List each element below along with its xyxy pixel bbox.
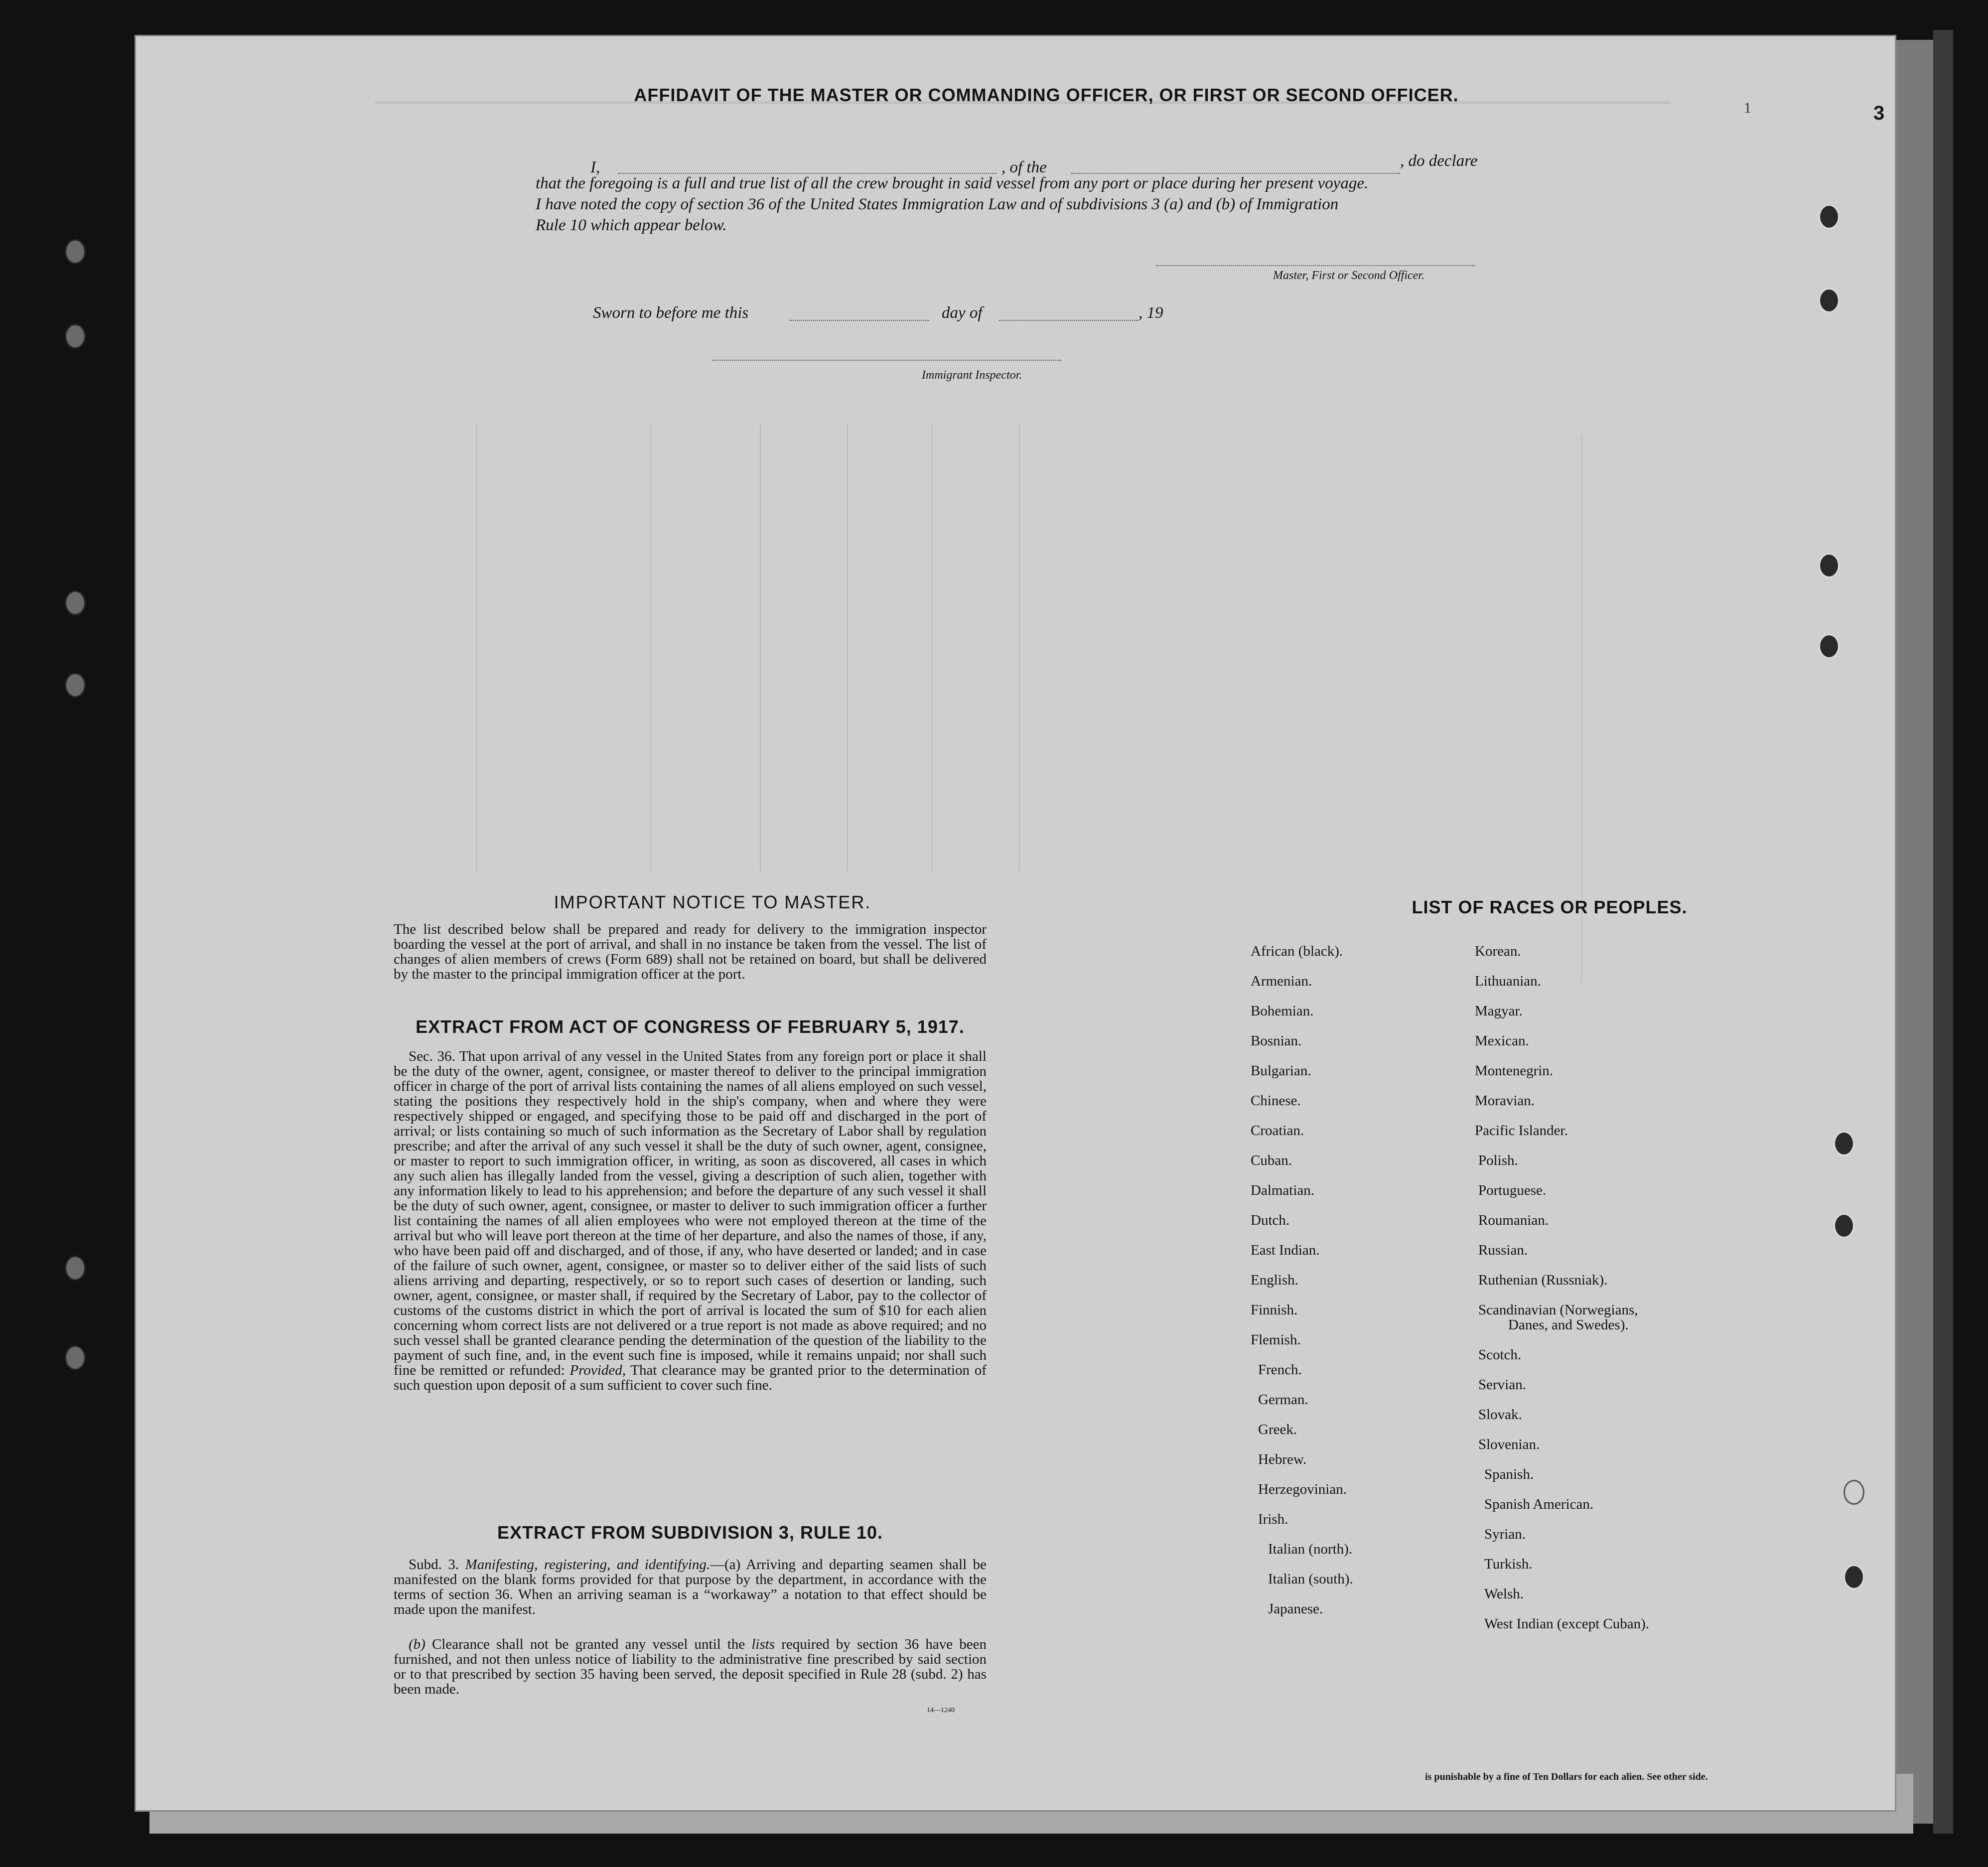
- column-rule: [476, 424, 477, 872]
- race-item: Syrian.: [1484, 1526, 1526, 1542]
- binder-hole-icon: [65, 324, 86, 349]
- race-item: Dalmatian.: [1251, 1182, 1315, 1198]
- race-item: Mexican.: [1475, 1033, 1529, 1049]
- race-item: Roumanian.: [1478, 1212, 1549, 1228]
- section-body: That upon arrival of any vessel in the United States from any foreign port or place it shall be the duty of the owner, agent, consignee, or master thereof to deliver to the principal immigration officer in charge of the port of arrival lists containing the names of all aliens employed on such vessel, stating the positions they respectively hold in the ship's company, when and where they were respectively shipped or engaged, and specifying those to be paid off and discharged in the port of arrival; or lists containing so much of such information as the Secretary of Labor shall by regulation prescribe; and after the arrival of any such vessel it shall be the duty of such owner, agent, consignee, or master to report to such immigration officer, in writing, as soon as discovered, all cases in which any such alien has illegally landed from the vessel, giving a description of such alien, together with any information likely to lead to his apprehension; and before the departure of any such vessel it shall be the duty of such owner, agent, consignee, or master to deliver to such immigration officer a further list containing the names of all alien employees who were not employed thereon at the time of the arrival but who will leave port thereon at the time of her departure, and also the names of those, if any, who have been paid off and discharged, and of those, if any, who have deserted or landed; and in case of the failure of such owner, agent, consignee, or master so to deliver either of the said lists of such aliens arriving and departing, respectively, or so to report such cases of desertion or landing, such owner, agent, consignee, or master shall, if required by the Secretary of Labor, pay to the collector of customs of the customs district in which the port of arrival is located the sum of $10 for each alien concerning whom correct lists are not delivered or a true report is not made as above required; and no such vessel shall be granted clearance pending the determination of the question of the liability to the payment of such fine, and, in the event such fine is imposed, while it remains unpaid; nor shall such fine be remitted or refunded:: [394, 1048, 987, 1378]
- race-item: Bulgarian.: [1251, 1063, 1311, 1079]
- affidavit-line-2: that the foregoing is a full and true list of all the crew brought in said vessel from any port or place during her present voyage.: [536, 174, 1369, 192]
- race-item: German.: [1258, 1392, 1308, 1408]
- race-item: Chinese.: [1251, 1093, 1301, 1109]
- stacked-pages-edge: [1893, 40, 1933, 1824]
- form-number: 14—1240: [927, 1707, 955, 1714]
- column-rule: [847, 424, 848, 872]
- affidavit-title: AFFIDAVIT OF THE MASTER OR COMMANDING OFFICER, OR FIRST OR SECOND OFFICER.: [634, 85, 1459, 105]
- race-item: Japanese.: [1268, 1601, 1323, 1617]
- race-item: Dutch.: [1251, 1212, 1290, 1228]
- binder-hole-icon: [65, 673, 86, 698]
- sworn-day-field[interactable]: [790, 319, 929, 321]
- binder-hole-icon: [1834, 1213, 1854, 1238]
- binder-hole-icon: [65, 239, 86, 264]
- race-item: East Indian.: [1251, 1242, 1320, 1258]
- subdivision-label: Subd. 3.: [409, 1557, 459, 1573]
- notice-text: The list described below shall be prepared and ready for delivery to the immigration inspector boarding the vessel at the port of arrival, and shall in no instance be taken from the vessel. The list of changes of alien members of crews (Form 689) shall not be retained on board, but shall be delivered by the master to the principal immigration officer at the port.: [394, 921, 987, 982]
- race-item: Welsh.: [1484, 1586, 1524, 1602]
- master-signature-field[interactable]: [1156, 264, 1475, 266]
- affidavit-i-label: I,: [590, 158, 600, 176]
- column-rule: [1019, 424, 1020, 872]
- race-item: Slovak.: [1478, 1407, 1522, 1423]
- races-title: LIST OF RACES OR PEOPLES.: [1412, 897, 1688, 917]
- race-item: Montenegrin.: [1475, 1063, 1554, 1079]
- race-item: Bohemian.: [1251, 1003, 1314, 1019]
- binder-hole-icon: [65, 1256, 86, 1281]
- declarant-name-field[interactable]: [618, 172, 996, 174]
- affidavit-line-3: I have noted the copy of section 36 of the United States Immigration Law and of subdivisions 3 (a) and (b) of Immigration: [536, 195, 1339, 213]
- extract-act-text: [394, 1049, 987, 1393]
- race-item: Pacific Islander.: [1475, 1123, 1568, 1139]
- race-item: English.: [1251, 1272, 1298, 1288]
- race-item: French.: [1258, 1362, 1302, 1378]
- extract-rule-para-a: [394, 1557, 987, 1617]
- race-item: Korean.: [1475, 943, 1521, 959]
- page-corner-number: 3: [1873, 102, 1885, 124]
- binder-hole-icon: [1819, 634, 1840, 659]
- race-item: Irish.: [1258, 1511, 1288, 1527]
- binder-hole-icon: [65, 1345, 86, 1370]
- race-item: Cuban.: [1251, 1152, 1292, 1168]
- race-item: Flemish.: [1251, 1332, 1301, 1348]
- provided-label: Provided,: [569, 1362, 626, 1378]
- race-item: Turkish.: [1484, 1556, 1533, 1572]
- race-item: Finnish.: [1251, 1302, 1298, 1318]
- race-item: Danes, and Swedes).: [1508, 1317, 1629, 1333]
- race-item: Magyar.: [1475, 1003, 1523, 1019]
- affidavit-line-4: Rule 10 which appear below.: [536, 216, 727, 234]
- race-item: Spanish American.: [1484, 1496, 1594, 1512]
- race-item: Moravian.: [1475, 1093, 1535, 1109]
- column-rule: [760, 424, 761, 872]
- notice-title: IMPORTANT NOTICE TO MASTER.: [554, 892, 871, 912]
- year-label: , 19: [1138, 304, 1163, 322]
- para-b-lists: lists: [751, 1636, 775, 1652]
- race-item: Greek.: [1258, 1422, 1297, 1437]
- race-item: Slovenian.: [1478, 1436, 1540, 1452]
- para-a-text: Arriving and departing seamen shall be manifested on the blank forms provided for that purpose by the department, in accordance with the terms of section 36. When an arriving seaman is a “workaway” a notation to that effect should be made upon the manifest.: [394, 1557, 987, 1617]
- vessel-name-field[interactable]: [1071, 172, 1400, 174]
- race-item: Croatian.: [1251, 1123, 1304, 1139]
- race-item: Italian (north).: [1268, 1541, 1353, 1557]
- race-item: Russian.: [1478, 1242, 1528, 1258]
- race-item: Ruthenian (Russniak).: [1478, 1272, 1608, 1288]
- sworn-label: Sworn to before me this: [593, 304, 749, 322]
- binder-hole-icon: [1819, 288, 1840, 313]
- binder-hole-icon: [1819, 553, 1840, 578]
- race-item: West Indian (except Cuban).: [1484, 1616, 1650, 1632]
- binder-hole-icon: [1844, 1480, 1864, 1505]
- footer-note: is punishable by a fine of Ten Dollars for each alien. See other side.: [1425, 1771, 1708, 1782]
- race-item: Portuguese.: [1478, 1182, 1547, 1198]
- binder-hole-icon: [65, 590, 86, 615]
- race-item: Spanish.: [1484, 1466, 1534, 1482]
- stacked-pages-shadow: [1933, 30, 1953, 1834]
- affidavit-of-the-label: , of the: [1001, 158, 1047, 176]
- binder-hole-icon: [1819, 204, 1840, 229]
- extract-rule-para-b: [394, 1637, 987, 1697]
- affidavit-do-declare: , do declare: [1400, 152, 1478, 170]
- race-item: Scandinavian (Norwegians,: [1478, 1302, 1638, 1318]
- sworn-month-field[interactable]: [999, 319, 1138, 321]
- race-item: Bosnian.: [1251, 1033, 1302, 1049]
- race-item: Hebrew.: [1258, 1451, 1307, 1467]
- race-item: Polish.: [1478, 1152, 1518, 1168]
- race-item: Scotch.: [1478, 1347, 1522, 1363]
- para-b-label: (b): [409, 1636, 426, 1652]
- extract-act-title: EXTRACT FROM ACT OF CONGRESS OF FEBRUARY 5, 1917.: [416, 1016, 965, 1037]
- race-item: Lithuanian.: [1475, 973, 1541, 989]
- race-item: Armenian.: [1251, 973, 1312, 989]
- master-signature-label: Master, First or Second Officer.: [1273, 269, 1424, 282]
- inspector-signature-label: Immigrant Inspector.: [922, 369, 1022, 382]
- page-tick-mark: 1: [1744, 100, 1751, 116]
- para-b-text-2: required by section 36 have been furnished, and not then unless notice of liability to the administrative fine prescribed by said section or to that prescribed by section 35 having been served, the deposit specified in Rule 28 (subd. 2) has been made.: [394, 1636, 987, 1697]
- race-item: Italian (south).: [1268, 1571, 1353, 1587]
- extract-rule-title: EXTRACT FROM SUBDIVISION 3, RULE 10.: [497, 1522, 883, 1543]
- day-of-label: day of: [942, 304, 983, 322]
- section-body-end: That clearance may be granted prior to the determination of such question upon deposit of a sum sufficient to cover such fine.: [394, 1362, 987, 1393]
- race-item: African (black).: [1251, 943, 1343, 959]
- binder-hole-icon: [1834, 1131, 1854, 1156]
- para-a-label: —(a): [710, 1557, 741, 1573]
- binder-hole-icon: [1844, 1565, 1864, 1589]
- race-item: Servian.: [1478, 1377, 1526, 1393]
- section-label: Sec. 36.: [409, 1048, 455, 1064]
- column-rule: [932, 424, 933, 872]
- inspector-signature-field[interactable]: [712, 359, 1061, 361]
- race-item: Herzegovinian.: [1258, 1481, 1347, 1497]
- column-rule: [650, 424, 651, 872]
- subdivision-heading: Manifesting, registering, and identifying.: [465, 1557, 710, 1573]
- para-b-text-1: Clearance shall not be granted any vessel until the: [431, 1636, 745, 1652]
